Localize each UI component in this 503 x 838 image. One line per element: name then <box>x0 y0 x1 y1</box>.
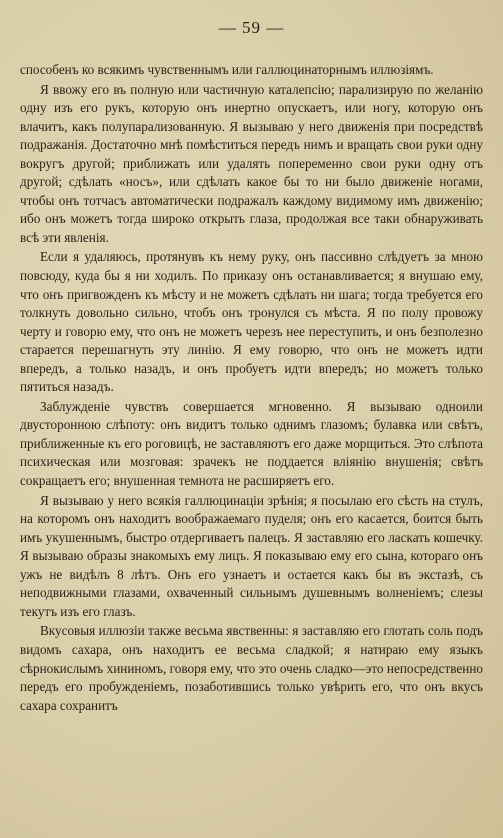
paragraph: Вкусовыя иллюзіи также весьма явственны: я заставляю его глотать соль подъ видомъ сахара, онъ находитъ ее весьма сладкой; я натираю ему языкъ сѣрнокислымъ хининомъ, говоря ему, что это очень сладко—это непосредственно передъ его пробужденіемъ, позаботившись только увѣрить его, что онъ вкусъ сахара сохранитъ <box>20 623 483 713</box>
page-number: — 59 — <box>218 18 285 37</box>
paragraph: способенъ ко всякимъ чувственнымъ или галлюцинаторнымъ иллюзіямъ. <box>20 62 434 77</box>
paragraph: Если я удаляюсь, протянувъ къ нему руку, онъ пассивно слѣдуетъ за мною повсюду, куда бы я ни ходилъ. По приказу онъ останавливается; я внушаю ему, что онъ пригвожденъ къ мѣсту и не можетъ сдѣлать ни шага; тогда требуется его толкнуть довольно сильно, чтобъ онъ тронулся съ мѣста. Я по полу провожу черту и говорю ему, что онъ не можетъ черезъ нее переступить, и онъ безполезно старается перешагнуть эту линію. Я ему говорю, что онъ не можетъ идти впередъ, а только назадъ, и онъ пробуетъ идти впередъ; но можетъ только пятиться назадъ. <box>20 249 483 395</box>
body-text <box>20 61 483 715</box>
paragraph: Заблужденіе чувствъ совершается мгновенно. Я вызываю одноили двусторонною слѣпоту: онъ видитъ только однимъ глазомъ; булавка или свѣтъ, приближенные къ его роговицѣ, не заставляютъ его даже морщиться. Это слѣпота психическая или мозговая: зрачекъ не поддается вліянію внушенія; свѣтъ сокращаетъ его; внушенная темнота не расширяетъ его. <box>20 398 483 489</box>
paragraph: Я ввожу его въ полную или частичную каталепсію; парализирую по желанію одну изъ его рукъ, которую онъ инертно опускаетъ, или ногу, которую онъ влачитъ, какъ полупарализованную. Я вызываю у него движенія при посредствѣ подражанія. Достаточно мнѣ помѣститься передъ нимъ и вращать свои руки одну вокругъ другой; приближать или удалять попеременно свои руки одну отъ другой; сдѣлать «носъ», или сдѣлать какое бы то ни было движеніе ногами, чтобы онъ тотчасъ автоматически подражалъ каждому видимому имъ движенію; ибо онъ можетъ тогда широко открыть глаза, продолжая все таки обнаруживать всѣ эти явленія. <box>20 81 483 245</box>
paragraph: Я вызываю у него всякія галлюцинаціи зрѣнія; я посылаю его сѣсть на стулъ, на которомъ онъ находитъ воображаемаго пуделя; онъ его касается, боится быть имъ укушеннымъ, быстро отдергиваетъ палецъ. Я заставляю его ласкать кошечку. Я вызываю образы знакомыхъ ему лицъ. Я показываю ему его сына, котораго онъ ужъ не видѣлъ 8 лѣтъ. Онъ его узнаетъ и остается какъ бы въ экстазѣ, съ неподвижными глазами, охваченный сильнымъ душевнымъ волненіемъ; слезы текутъ изъ его глазъ. <box>20 492 483 619</box>
